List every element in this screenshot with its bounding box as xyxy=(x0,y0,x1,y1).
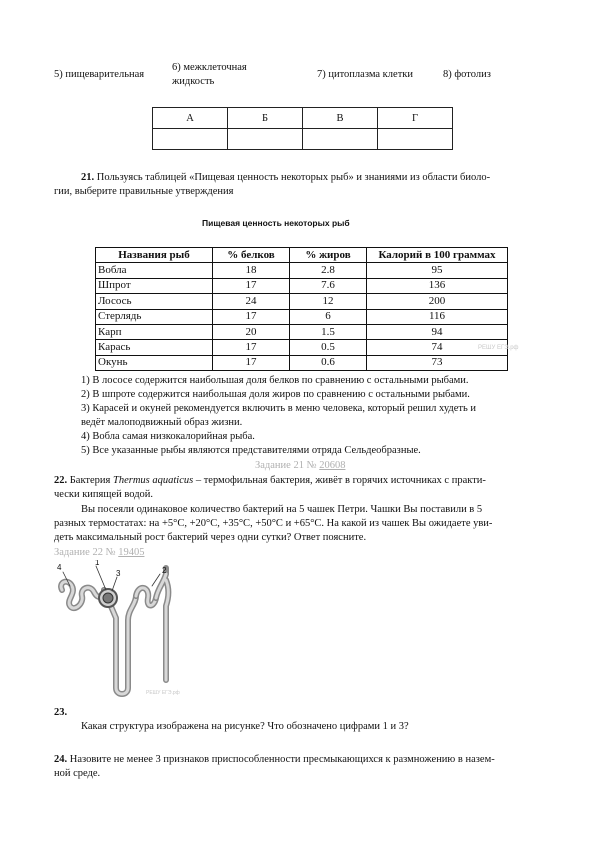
task-21-intro xyxy=(54,171,548,185)
figure-label-1: 1 xyxy=(95,560,100,567)
fish-name: Окунь xyxy=(96,355,213,370)
column-header: Калорий в 100 граммах xyxy=(367,248,508,263)
fish-table-title: Пищевая ценность некоторых рыб xyxy=(202,218,350,228)
answer-cell[interactable] xyxy=(153,129,228,150)
statement-3: 3) Карасей и окуней рекомендуется включить в меню человека, который решил худеть и xyxy=(81,403,477,414)
option-5: 5) пищеварительная xyxy=(54,69,145,80)
answer-key-header: Г xyxy=(378,108,453,129)
bacterium-name: Thermus aquaticus xyxy=(112,475,194,486)
protein-cell: 17 xyxy=(213,278,290,293)
task-22-intro xyxy=(54,474,548,488)
task-22-intro-line2: чески кипящей водой. xyxy=(54,489,154,500)
table-row xyxy=(96,263,508,278)
task-23-text: Какая структура изображена на рисунке? Что обозначено цифрами 1 и 3? xyxy=(81,721,409,732)
fat-cell: 12 xyxy=(290,294,367,309)
figure-watermark: РЕШУ ЕГЭ.рф xyxy=(146,690,180,696)
glomerulus xyxy=(103,593,113,603)
task-22-intro-b: – термофильная бактерия, живёт в горячих источниках с практи- xyxy=(193,475,486,486)
task-22-ref-label: Задание 22 № xyxy=(54,547,116,558)
calories-cell: 95 xyxy=(367,263,508,278)
calories-cell: 136 xyxy=(367,278,508,293)
task-23-number xyxy=(54,706,67,720)
task-21-line2: гии, выберите правильные утверждения xyxy=(54,186,234,197)
calories-cell: 73 xyxy=(367,355,508,370)
answer-cell[interactable] xyxy=(303,129,378,150)
figure-label-3: 3 xyxy=(116,569,121,578)
fat-cell: 7.6 xyxy=(290,278,367,293)
table-row xyxy=(96,278,508,293)
calories-cell: 94 xyxy=(367,324,508,339)
fat-cell: 0.6 xyxy=(290,355,367,370)
task-21-reference xyxy=(255,459,345,473)
fat-cell: 0.5 xyxy=(290,340,367,355)
fish-value-table xyxy=(95,247,508,371)
protein-cell: 18 xyxy=(213,263,290,278)
task-22-p3: деть максимальный рост бактерий через одни сутки? Ответ поясните. xyxy=(54,532,367,543)
task-22-p2: разных термостатах: на +5°С, +20°С, +35°С, +50°С и +65°С. На какой из чашек Вы ожидаете уви- xyxy=(54,518,493,529)
option-6-line2: жидкость xyxy=(172,76,215,87)
answer-key-table xyxy=(152,107,453,150)
fat-cell: 6 xyxy=(290,309,367,324)
task-21-ref-label: Задание 21 № xyxy=(255,460,317,471)
table-row xyxy=(96,294,508,309)
statement-4: 4) Вобла самая низкокалорийная рыба. xyxy=(81,431,255,442)
fish-name: Вобла xyxy=(96,263,213,278)
table-row xyxy=(96,309,508,324)
fish-name: Карп xyxy=(96,324,213,339)
task-22-number: 22. xyxy=(54,475,68,486)
task-22-p1: Вы посеяли одинаковое количество бактерий на 5 чашек Петри. Чашки Вы поставили в 5 xyxy=(81,504,483,515)
task-23-number-text: 23. xyxy=(54,707,68,718)
answer-cell[interactable] xyxy=(228,129,303,150)
statement-1: 1) В лососе содержится наибольшая доля белков по сравнению с остальными рыбами. xyxy=(81,375,469,386)
task-24-line2: ной среде. xyxy=(54,768,101,779)
option-7: 7) цитоплазма клетки xyxy=(317,69,413,80)
task-22-intro-a: Бактерия xyxy=(69,475,113,486)
task-22-ref-link[interactable]: 19405 xyxy=(118,547,145,558)
task-24-line1 xyxy=(54,753,548,767)
statement-3-cont: ведёт малоподвижный образ жизни. xyxy=(81,417,243,428)
task-21-line1: Пользуясь таблицей «Пищевая ценность некоторых рыб» и знаниями из области биоло- xyxy=(96,172,491,183)
answer-key-header: Б xyxy=(228,108,303,129)
nephron-figure xyxy=(54,560,184,702)
calories-cell: 200 xyxy=(367,294,508,309)
protein-cell: 20 xyxy=(213,324,290,339)
fish-name: Карась xyxy=(96,340,213,355)
option-6-line1: 6) межклеточная xyxy=(172,62,247,73)
figure-label-4: 4 xyxy=(57,563,62,572)
protein-cell: 17 xyxy=(213,355,290,370)
table-row xyxy=(96,340,508,355)
fish-name: Шпрот xyxy=(96,278,213,293)
fat-cell: 2.8 xyxy=(290,263,367,278)
column-header: Названия рыб xyxy=(96,248,213,263)
task-24-line1-text: Назовите не менее 3 признаков приспособленности пресмыкающихся к размножению в назем- xyxy=(69,754,495,765)
label-line-3 xyxy=(112,577,117,591)
statement-5: 5) Все указанные рыбы являются представителями отряда Сельдеобразные. xyxy=(81,445,421,456)
answer-key-header: А xyxy=(153,108,228,129)
table-row xyxy=(96,355,508,370)
task-21-ref-link[interactable]: 20608 xyxy=(319,460,346,471)
fish-name: Лосось xyxy=(96,294,213,309)
figure-label-2: 2 xyxy=(162,566,167,575)
task-22-reference xyxy=(54,546,144,560)
fish-name: Стерлядь xyxy=(96,309,213,324)
label-line-1 xyxy=(96,566,106,590)
statement-2: 2) В шпроте содержится наибольшая доля жиров по сравнению с остальными рыбами. xyxy=(81,389,470,400)
answer-key-header: В xyxy=(303,108,378,129)
protein-cell: 17 xyxy=(213,309,290,324)
task-24-number: 24. xyxy=(54,754,68,765)
task-21-number: 21. xyxy=(81,172,95,183)
protein-cell: 17 xyxy=(213,340,290,355)
option-8: 8) фотолиз xyxy=(443,69,491,80)
fat-cell: 1.5 xyxy=(290,324,367,339)
calories-cell: 116 xyxy=(367,309,508,324)
answer-cell[interactable] xyxy=(378,129,453,150)
calories-cell: 74 xyxy=(367,340,508,355)
protein-cell: 24 xyxy=(213,294,290,309)
table-watermark: РЕШУ ЕГЭ.рф xyxy=(478,345,519,351)
column-header: % жиров xyxy=(290,248,367,263)
table-row xyxy=(96,324,508,339)
column-header: % белков xyxy=(213,248,290,263)
